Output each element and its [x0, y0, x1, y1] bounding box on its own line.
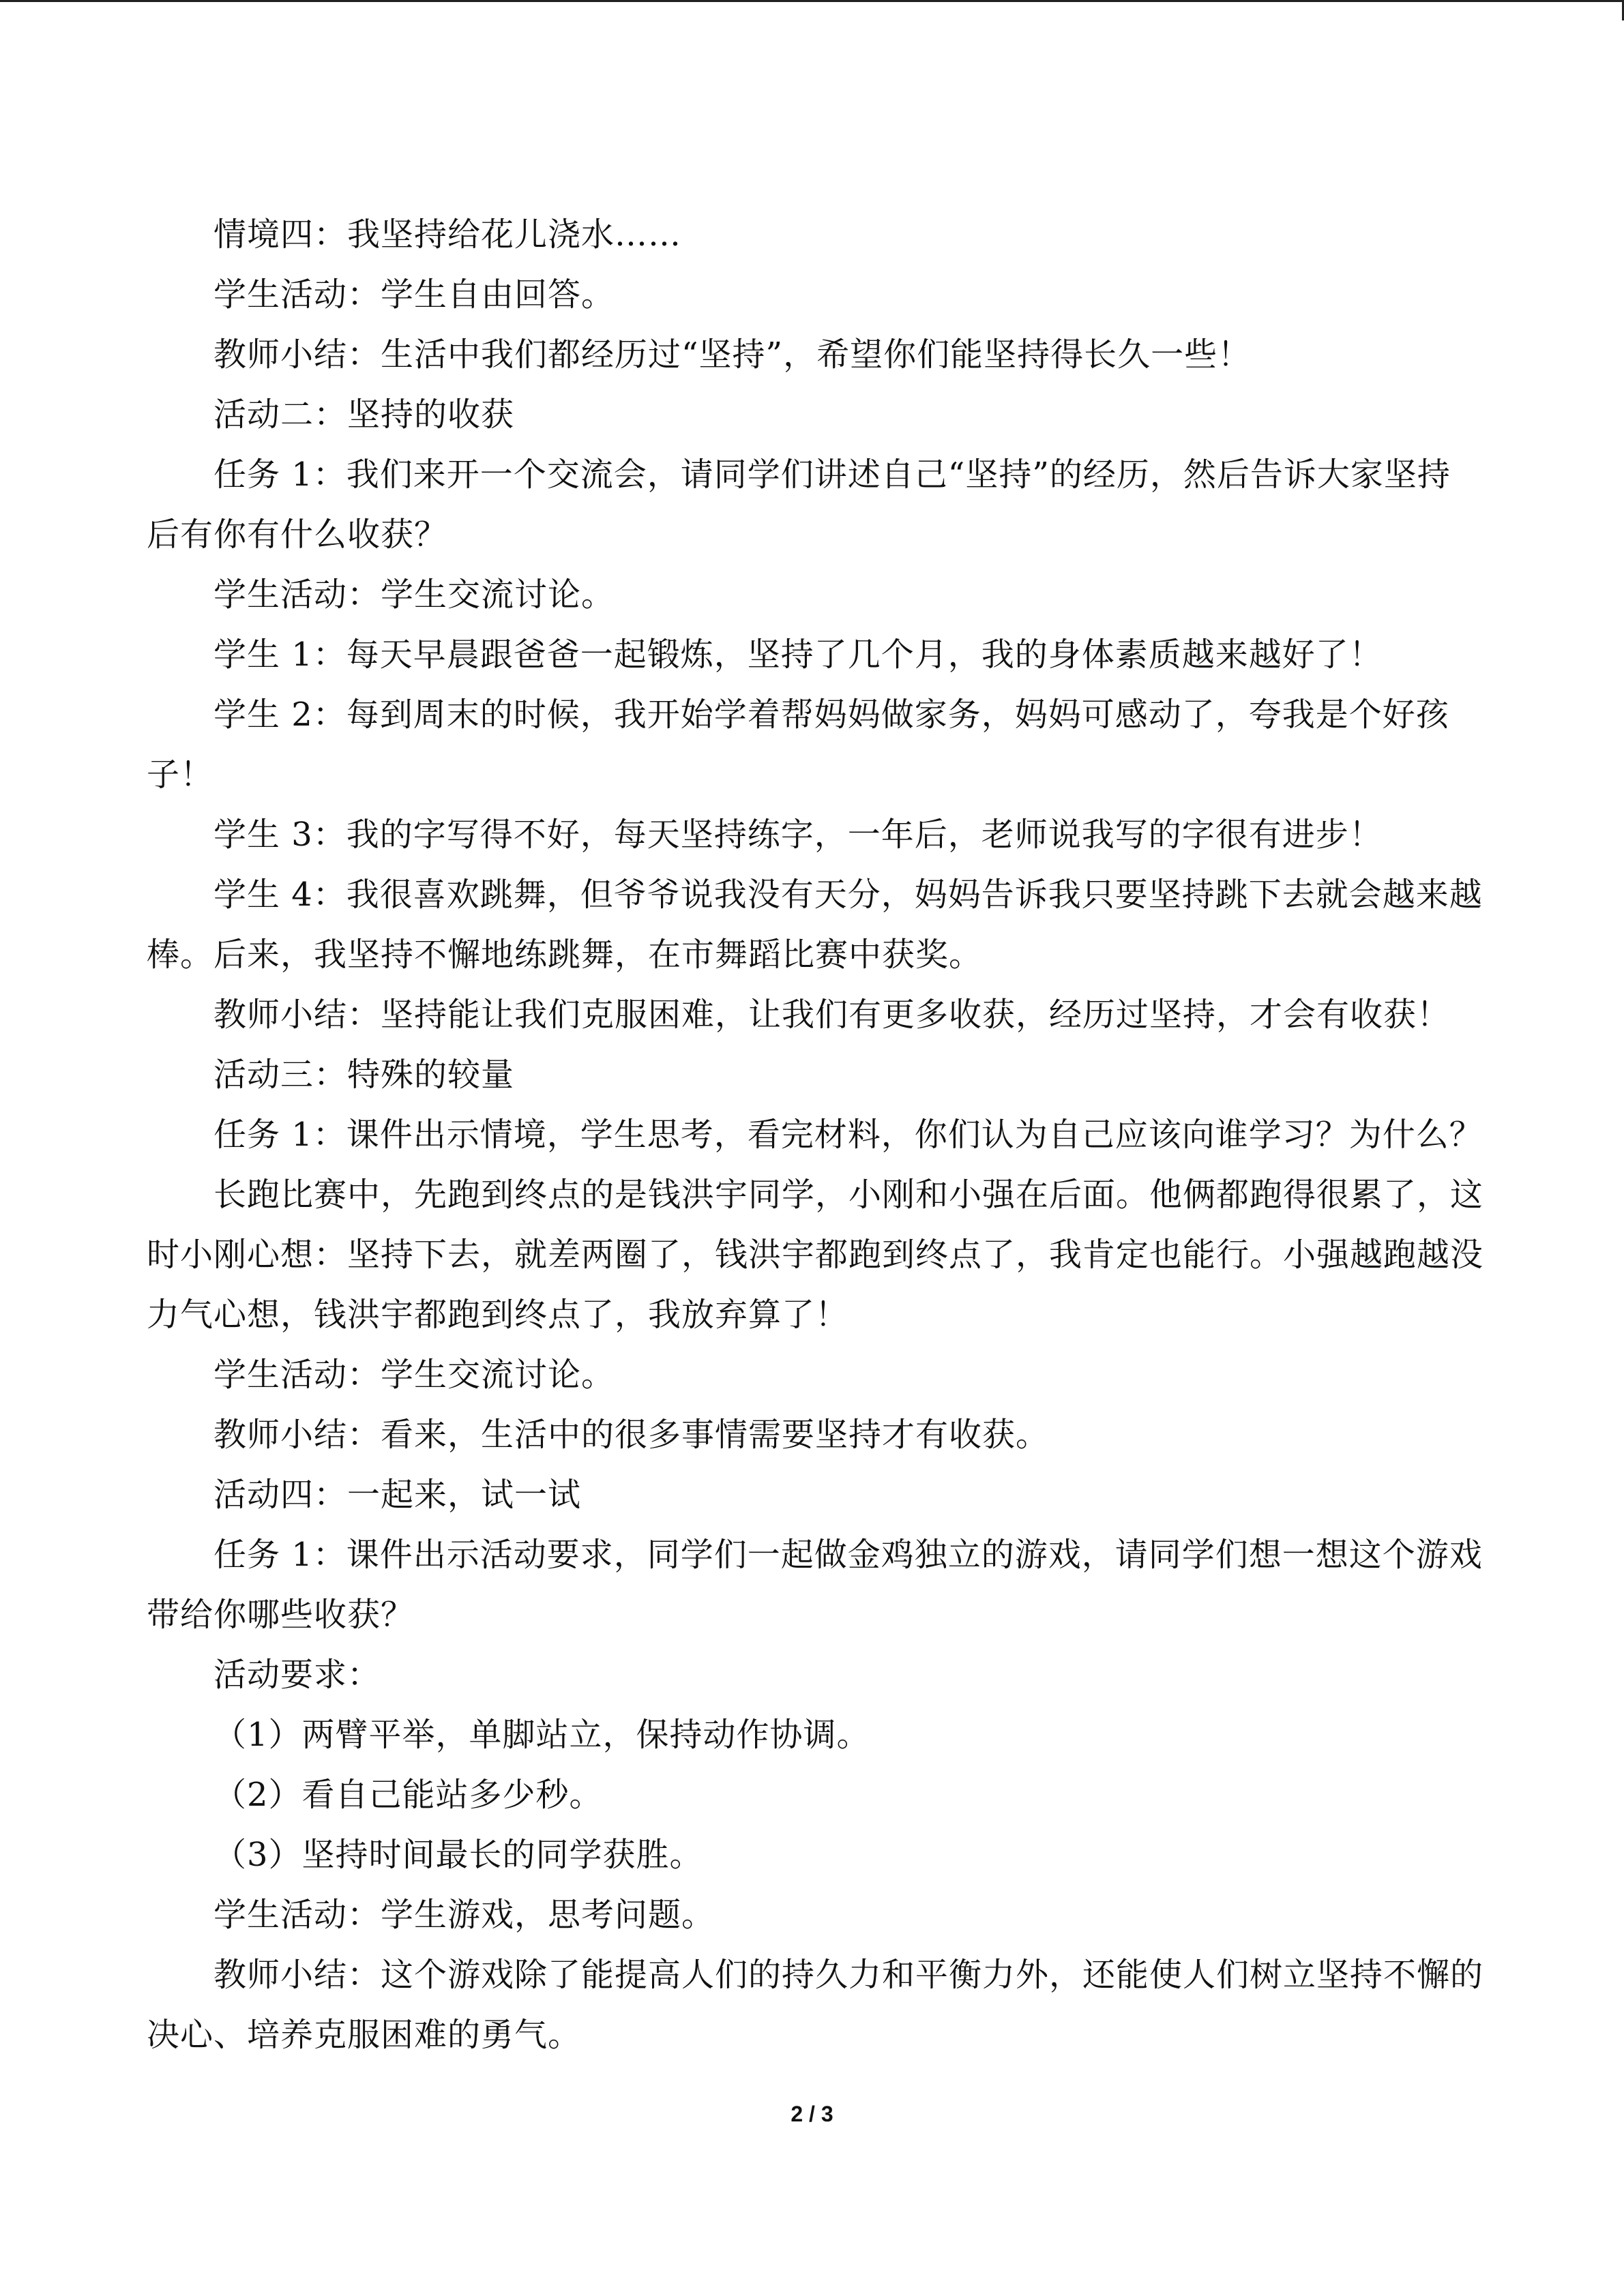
- page-number: 2 / 3: [791, 2102, 833, 2126]
- paragraph-teacher-summary: 教师小结：坚持能让我们克服困难，让我们有更多收获，经历过坚持，才会有收获！: [213, 996, 1451, 1034]
- paragraph-student-activity: 学生活动：学生自由回答。: [213, 275, 615, 314]
- paragraph-student-3: 学生 3：我的字写得不好，每天坚持练字，一年后，老师说我写的字很有进步！: [213, 816, 1383, 854]
- list-item-requirement-3: （3）坚持时间最长的同学获胜。: [213, 1836, 703, 1874]
- paragraph-task-1: 任务 1：我们来开一个交流会，请同学们讲述自己“坚持”的经历，然后告诉大家坚持: [213, 456, 1451, 494]
- paragraph-story: 长跑比赛中，先跑到终点的是钱洪宇同学，小刚和小强在后面。他俩都跑得很累了，这: [213, 1176, 1484, 1214]
- paragraph-student-activity: 学生活动：学生交流讨论。: [213, 576, 615, 614]
- paragraph-student-4-continued: 棒。后来，我坚持不懈地练跳舞，在市舞蹈比赛中获奖。: [147, 936, 983, 974]
- heading-activity-4: 活动四：一起来，试一试: [213, 1476, 582, 1514]
- paragraph-student-4: 学生 4：我很喜欢跳舞，但爷爷说我没有天分，妈妈告诉我只要坚持跳下去就会越来越: [213, 876, 1483, 914]
- paragraph-task-1-continued: 带给你哪些收获？: [147, 1596, 415, 1634]
- paragraph-student-1: 学生 1：每天早晨跟爸爸一起锻炼，坚持了几个月，我的身体素质越来越好了！: [213, 636, 1383, 674]
- paragraph-student-activity: 学生活动：学生游戏，思考问题。: [213, 1896, 715, 1934]
- paragraph-story-continued: 时小刚心想：坚持下去，就差两圈了，钱洪宇都跑到终点了，我肯定也能行。小强越跑越没: [147, 1236, 1484, 1274]
- paragraph-teacher-summary-continued: 决心、培养克服困难的勇气。: [147, 2016, 582, 2054]
- paragraph-teacher-summary: 教师小结：看来，生活中的很多事情需要坚持才有收获。: [213, 1416, 1050, 1454]
- list-item-requirement-2: （2）看自己能站多少秒。: [213, 1776, 603, 1814]
- heading-activity-2: 活动二：坚持的收获: [213, 396, 515, 434]
- paragraph-student-2-continued: 子！: [147, 756, 214, 794]
- paragraph-scenario-4: 情境四：我坚持给花儿浇水……: [213, 215, 682, 254]
- paragraph-teacher-summary: 教师小结：这个游戏除了能提高人们的持久力和平衡力外，还能使人们树立坚持不懈的: [213, 1956, 1484, 1994]
- paragraph-student-2: 学生 2：每到周末的时候，我开始学着帮妈妈做家务，妈妈可感动了，夸我是个好孩: [213, 696, 1449, 734]
- page-top-border: [0, 0, 1624, 2]
- paragraph-student-activity: 学生活动：学生交流讨论。: [213, 1356, 615, 1394]
- paragraph-task-1: 任务 1：课件出示活动要求，同学们一起做金鸡独立的游戏，请同学们想一想这个游戏: [213, 1536, 1483, 1574]
- paragraph-task-1-continued: 后有你有什么收获？: [147, 516, 448, 554]
- paragraph-task-1: 任务 1：课件出示情境，学生思考，看完材料，你们认为自己应该向谁学习？为什么？: [213, 1116, 1483, 1154]
- paragraph-activity-requirements: 活动要求：: [213, 1656, 381, 1694]
- paragraph-story-continued: 力气心想，钱洪宇都跑到终点了，我放弃算了！: [147, 1296, 849, 1334]
- list-item-requirement-1: （1）两臂平举，单脚站立，保持动作协调。: [213, 1716, 870, 1754]
- heading-activity-3: 活动三：特殊的较量: [213, 1056, 515, 1094]
- paragraph-teacher-summary: 教师小结：生活中我们都经历过“坚持”，希望你们能坚持得长久一些！: [213, 336, 1252, 374]
